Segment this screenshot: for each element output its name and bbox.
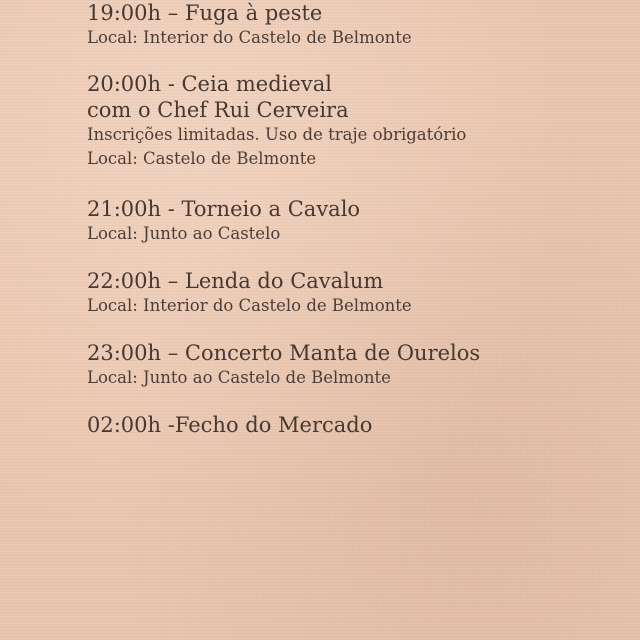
event-item (87, 412, 627, 438)
event-location: Local: Castelo de Belmonte (87, 149, 317, 168)
event-item (87, 268, 627, 318)
event-note: Inscrições limitadas. Uso de traje obrigatório (87, 125, 467, 144)
event-item (87, 196, 627, 246)
event-item (87, 0, 627, 50)
event-location: Local: Junto ao Castelo de Belmonte (87, 368, 391, 387)
event-title: 02:00h -Fecho do Mercado (87, 413, 373, 437)
event-location: Local: Interior do Castelo de Belmonte (87, 296, 412, 315)
event-item (87, 71, 627, 171)
event-title: 21:00h - Torneio a Cavalo (87, 197, 361, 221)
event-location: Local: Interior do Castelo de Belmonte (87, 28, 412, 47)
event-location: Local: Junto ao Castelo (87, 224, 281, 243)
event-title: 20:00h - Ceia medieval com o Chef Rui Cerveira (87, 72, 349, 122)
event-title: 22:00h – Lenda do Cavalum (87, 269, 384, 293)
event-title: 19:00h – Fuga à peste (87, 1, 323, 25)
event-item (87, 340, 627, 390)
event-title: 23:00h – Concerto Manta de Ourelos (87, 341, 481, 365)
